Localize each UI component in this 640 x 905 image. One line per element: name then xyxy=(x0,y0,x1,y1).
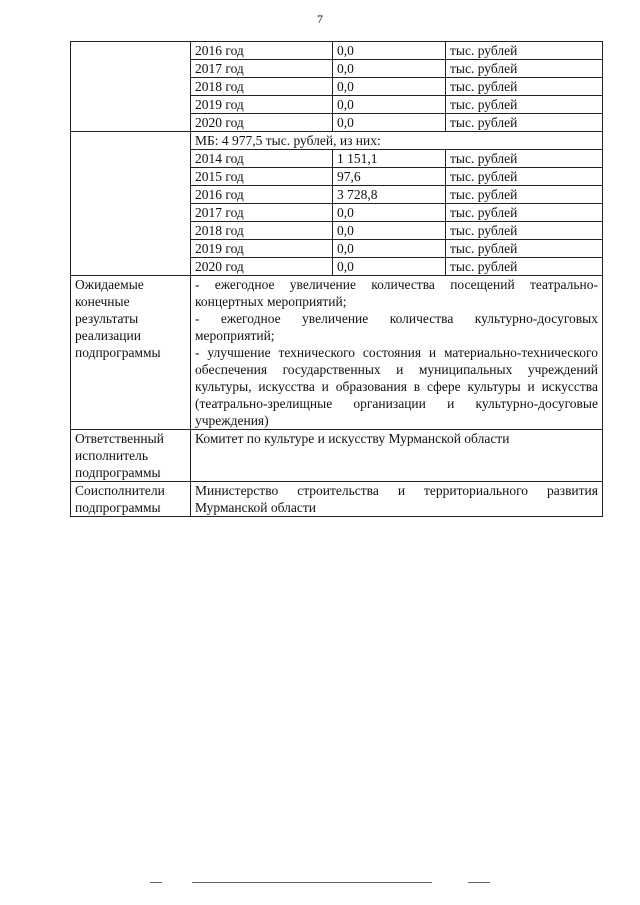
expected-results-row xyxy=(71,276,603,430)
amount-cell: 0,0 xyxy=(333,78,446,96)
year-cell: 2018 год xyxy=(191,222,333,240)
unit-cell: тыс. рублей xyxy=(446,42,603,60)
funding-row xyxy=(71,42,603,60)
amount-cell: 0,0 xyxy=(333,240,446,258)
year-cell: 2017 год xyxy=(191,204,333,222)
funding-header-row xyxy=(71,132,603,150)
expected-results-cell xyxy=(191,276,603,430)
empty-label-cell xyxy=(71,42,191,132)
co-executors-value: Министерство строительства и территориального развития Мурманской области xyxy=(191,482,603,517)
amount-cell: 0,0 xyxy=(333,60,446,78)
unit-cell: тыс. рублей xyxy=(446,258,603,276)
unit-cell: тыс. рублей xyxy=(446,240,603,258)
amount-cell: 97,6 xyxy=(333,168,446,186)
unit-cell: тыс. рублей xyxy=(446,78,603,96)
amount-cell: 0,0 xyxy=(333,96,446,114)
amount-cell: 0,0 xyxy=(333,204,446,222)
responsible-row xyxy=(71,430,603,482)
amount-cell: 0,0 xyxy=(333,114,446,132)
unit-cell: тыс. рублей xyxy=(446,150,603,168)
year-cell: 2015 год xyxy=(191,168,333,186)
year-cell: 2016 год xyxy=(191,186,333,204)
year-cell: 2014 год xyxy=(191,150,333,168)
expected-result-item: - ежегодное увеличение количества посещений театрально-концертных мероприятий; xyxy=(195,277,598,309)
co-executors-label: Соисполнители подпрограммы xyxy=(71,482,191,517)
year-cell: 2019 год xyxy=(191,96,333,114)
funding-total-cell: МБ: 4 977,5 тыс. рублей, из них: xyxy=(191,132,603,150)
co-executors-row xyxy=(71,482,603,517)
year-cell: 2016 год xyxy=(191,42,333,60)
unit-cell: тыс. рублей xyxy=(446,114,603,132)
unit-cell: тыс. рублей xyxy=(446,186,603,204)
amount-cell: 3 728,8 xyxy=(333,186,446,204)
year-cell: 2020 год xyxy=(191,258,333,276)
subprogram-passport-table xyxy=(70,41,603,517)
responsible-label: Ответственный исполнитель подпрограммы xyxy=(71,430,191,482)
year-cell: 2018 год xyxy=(191,78,333,96)
scan-footer-marks xyxy=(150,882,490,886)
responsible-value: Комитет по культуре и искусству Мурманской области xyxy=(191,430,603,482)
amount-cell: 1 151,1 xyxy=(333,150,446,168)
expected-result-item: - улучшение технического состояния и материально-технического обеспечения государственных и муниципальных учреждений культуры, искусства и образования в сфере культуры и искусства (театрально-зрелищные организации и культурно-досуговые учреждения) xyxy=(195,345,598,428)
expected-results-label: Ожидаемые конечные результаты реализации подпрограммы xyxy=(71,276,191,430)
year-cell: 2019 год xyxy=(191,240,333,258)
unit-cell: тыс. рублей xyxy=(446,222,603,240)
year-cell: 2020 год xyxy=(191,114,333,132)
unit-cell: тыс. рублей xyxy=(446,96,603,114)
unit-cell: тыс. рублей xyxy=(446,168,603,186)
expected-result-item: - ежегодное увеличение количества культурно-досуговых мероприятий; xyxy=(195,311,598,343)
page-number: 7 xyxy=(317,12,323,26)
amount-cell: 0,0 xyxy=(333,222,446,240)
empty-label-cell xyxy=(71,132,191,276)
unit-cell: тыс. рублей xyxy=(446,60,603,78)
year-cell: 2017 год xyxy=(191,60,333,78)
unit-cell: тыс. рублей xyxy=(446,204,603,222)
amount-cell: 0,0 xyxy=(333,258,446,276)
amount-cell: 0,0 xyxy=(333,42,446,60)
